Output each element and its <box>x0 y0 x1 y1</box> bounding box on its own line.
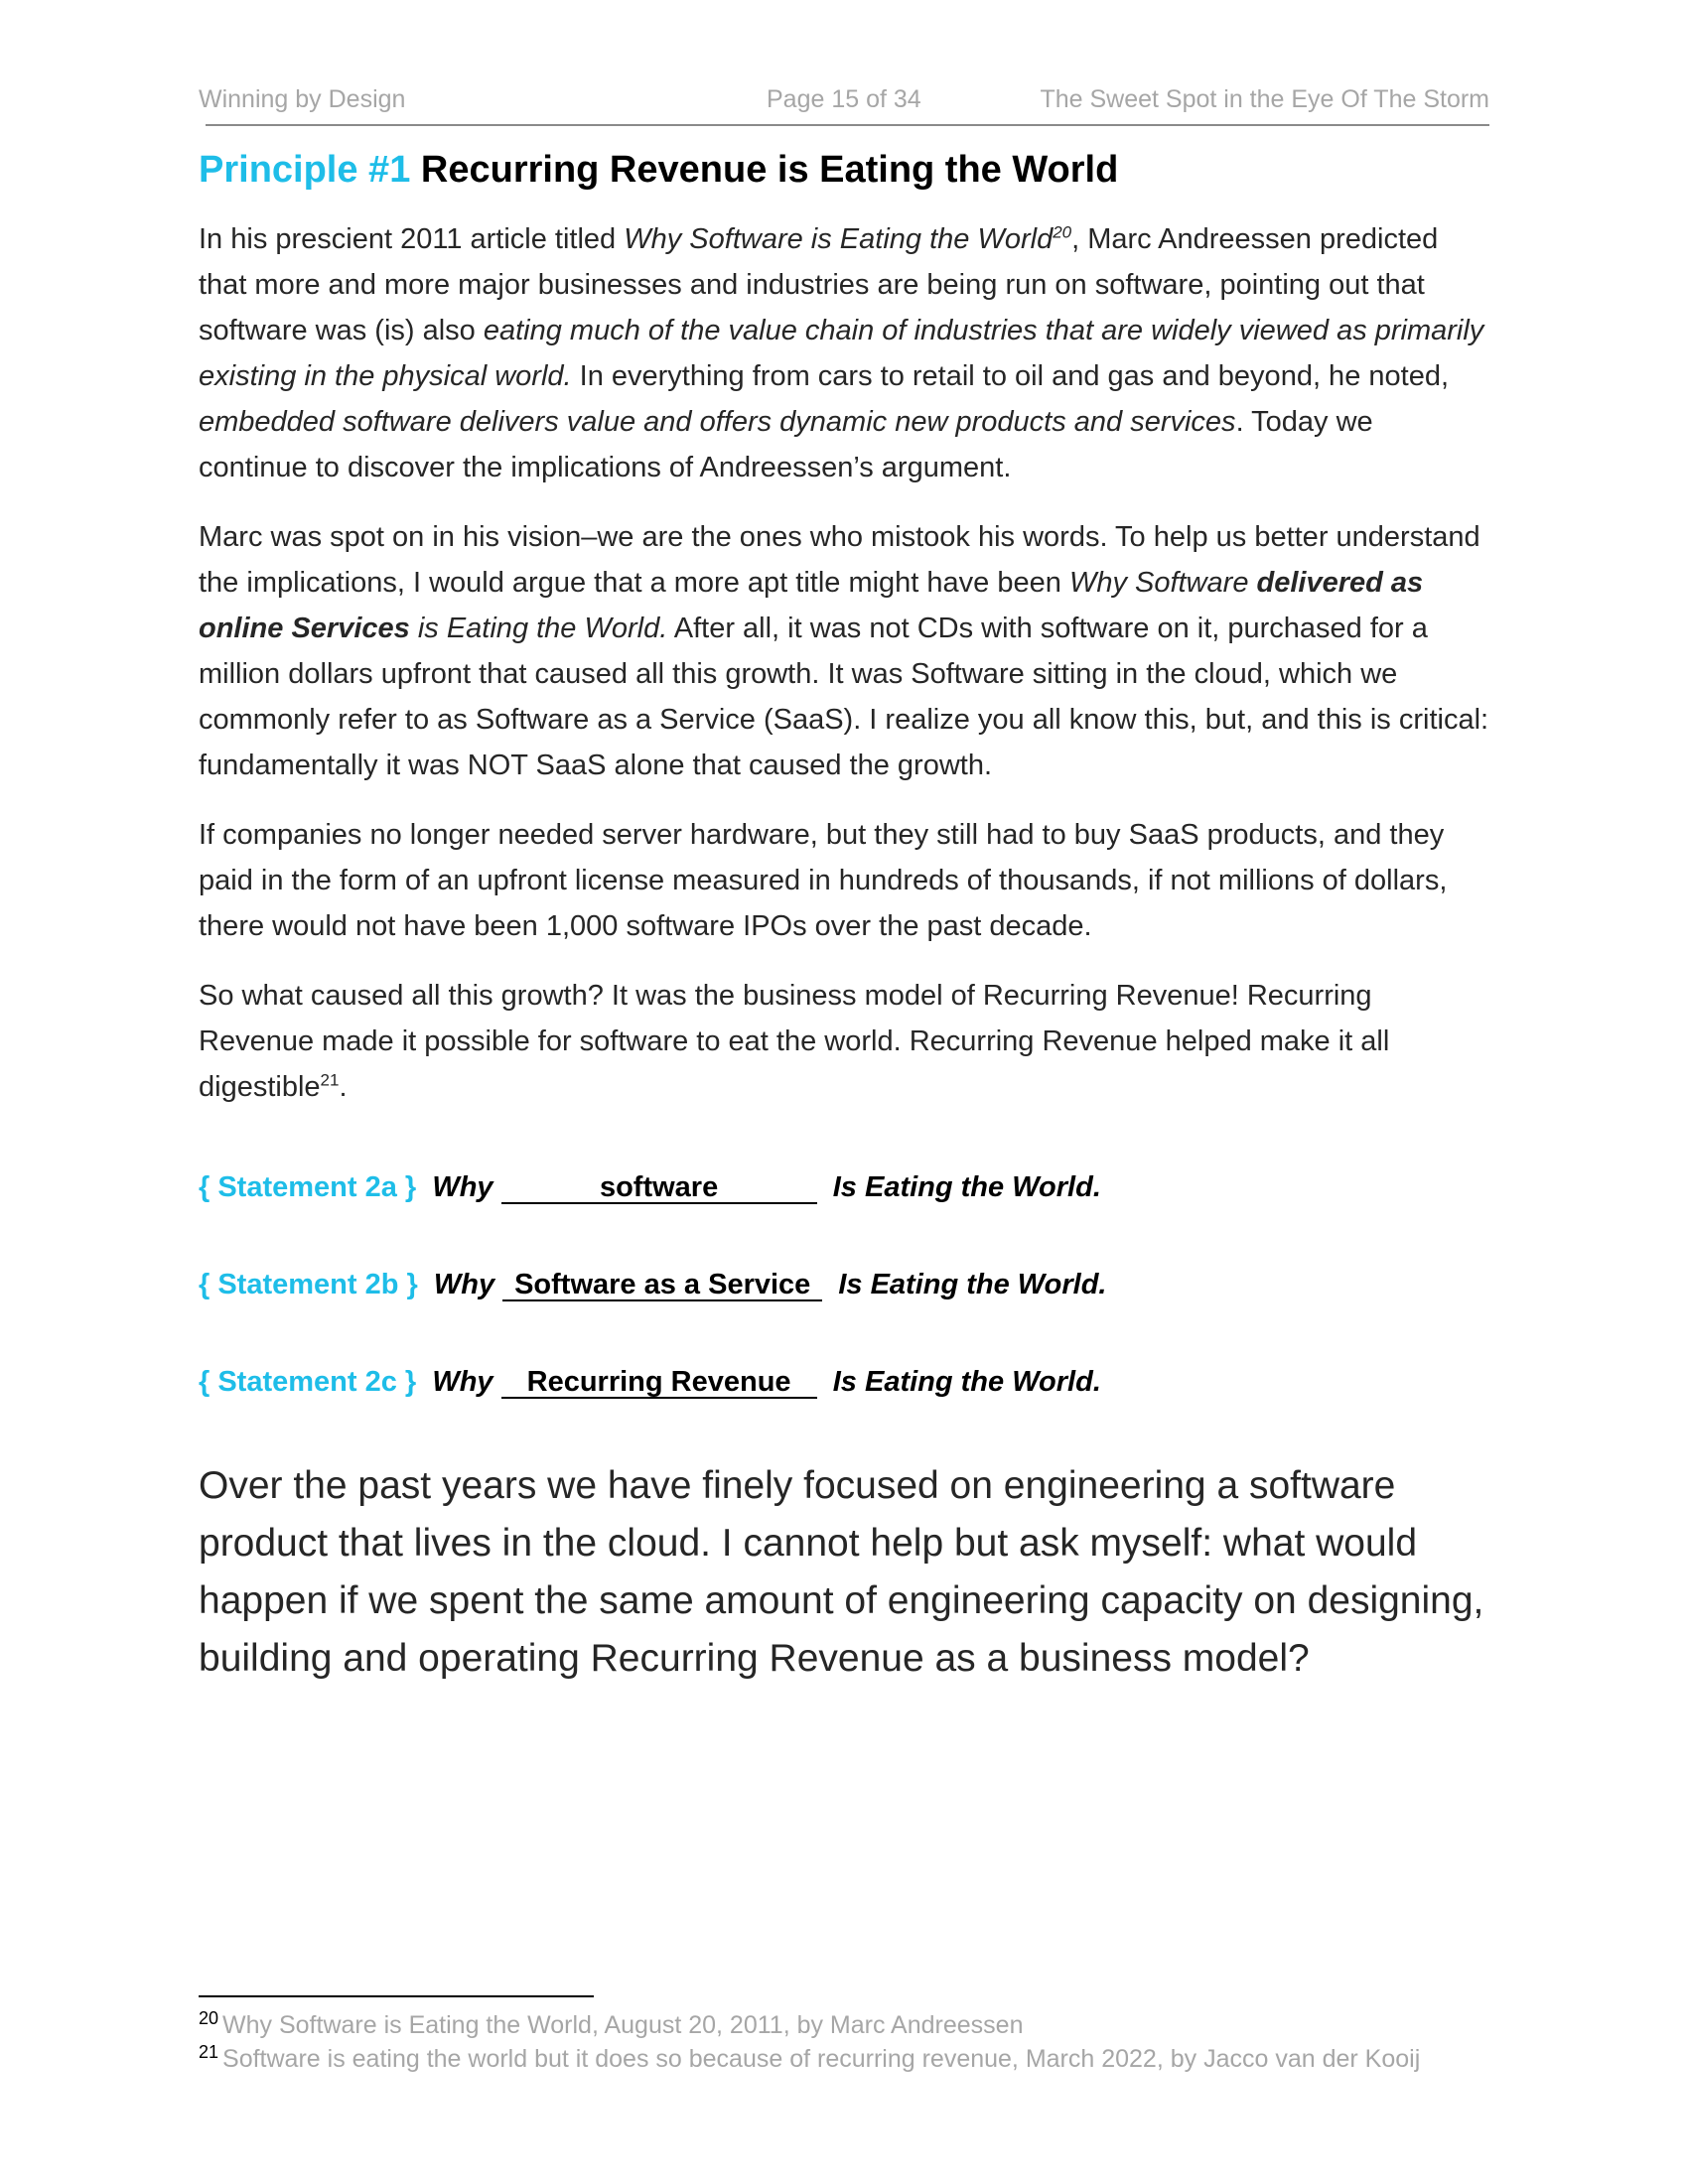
header-document-title: The Sweet Spot in the Eye Of The Storm <box>1040 85 1489 113</box>
body-text <box>199 216 1489 1134</box>
footnote-20 <box>199 2008 1489 2042</box>
p4-text-2: . <box>339 1071 348 1103</box>
statement-blank: Software as a Service <box>502 1270 822 1301</box>
paragraph-3: If companies no longer needed server hardware, but they still had to buy SaaS products, and they paid in the form of an upfront license measured in hundreds of thousands, if not millions of dollars, there would not have been 1,000 software IPOs over the past decade. <box>199 819 1448 942</box>
statement-tail: Is Eating the World. <box>832 1366 1101 1398</box>
footnote-divider <box>199 1995 594 1997</box>
statement-label: { Statement 2a } <box>199 1171 417 1203</box>
statement-2b <box>199 1269 1489 1366</box>
p1-article-title: Why Software is Eating the World <box>624 223 1054 255</box>
p1-quote-2: embedded software delivers value and offers dynamic new products and services <box>199 406 1236 438</box>
closing-paragraph: Over the past years we have finely focused on engineering a software product that lives in the cloud. I cannot help but ask myself: what would happen if we spent the same amount of engineering capacity on designing, building and operating Recurring Revenue as a business model? <box>199 1464 1484 1680</box>
paragraph-1 <box>199 216 1489 490</box>
footnote-text: Software is eating the world but it does so because of recurring revenue, March 2022, by Jacco van der Kooij <box>222 2045 1421 2073</box>
p1-text-2: , Marc Andreessen predicted that more and more major businesses and industries are being run on software, pointing out that software was (is) also <box>199 223 1439 346</box>
footnote-number: 21 <box>199 2041 219 2062</box>
statement-tail: Is Eating the World. <box>838 1269 1107 1300</box>
p1-text-1: In his prescient 2011 article titled <box>199 223 625 255</box>
header-page-number: Page 15 of 34 <box>767 85 921 113</box>
principle-number: Principle #1 <box>199 149 411 191</box>
statement-why: Why <box>432 1171 493 1203</box>
statement-blank: software <box>501 1172 817 1204</box>
statement-tail: Is Eating the World. <box>832 1171 1101 1203</box>
header-company: Winning by Design <box>199 85 406 113</box>
paragraph-4 <box>199 973 1489 1110</box>
footnote-text: Why Software is Eating the World, August 20, 2011, by Marc Andreessen <box>222 2011 1024 2039</box>
statement-why: Why <box>432 1366 493 1398</box>
header-divider <box>206 124 1489 126</box>
statement-blank: Recurring Revenue <box>501 1367 817 1399</box>
p2-italic-2: is Eating the World. <box>409 613 668 644</box>
p1-text-4: . Today we continue to discover the implications of Andreessen’s argument. <box>199 406 1373 483</box>
statement-why: Why <box>433 1269 495 1300</box>
footnote-ref-20: 20 <box>1053 222 1072 242</box>
footnote-number: 20 <box>199 2007 219 2028</box>
principle-title: Recurring Revenue is Eating the World <box>420 149 1119 191</box>
statement-label: { Statement 2c } <box>199 1366 417 1398</box>
p2-italic-1: Why Software <box>1068 567 1257 599</box>
footnotes <box>199 2008 1489 2076</box>
statement-label: { Statement 2b } <box>199 1269 418 1300</box>
footnote-21 <box>199 2042 1489 2076</box>
paragraph-2 <box>199 514 1489 788</box>
p2-text-2: After all, it was not CDs with software on it, purchased for a million dollars upfront that caused all this growth. It was Software sitting in the cloud, which we commonly refer to as Software as a Service (SaaS). I realize you all know this, but, and this is critical: fundamentally it was NOT SaaS alone that caused the growth. <box>199 613 1489 781</box>
statements-list <box>199 1171 1489 1463</box>
statement-2a <box>199 1171 1489 1269</box>
p2-text-1: Marc was spot on in his vision–we are the ones who mistook his words. To help us better understand the implications, I would argue that a more apt title might have been <box>199 521 1480 599</box>
page-header <box>199 85 1489 125</box>
p4-text-1: So what caused all this growth? It was the business model of Recurring Revenue! Recurring Revenue made it possible for software to eat the world. Recurring Revenue helped make it all digestible <box>199 980 1390 1103</box>
p2-bold-italic: delivered as online Services <box>199 567 1424 644</box>
statement-2c <box>199 1366 1489 1463</box>
p1-text-3: In everything from cars to retail to oil and gas and beyond, he noted, <box>571 360 1450 392</box>
section-title <box>199 149 1118 192</box>
p1-quote-1: eating much of the value chain of industries that are widely viewed as primarily existing in the physical world. <box>199 315 1484 392</box>
footnote-ref-21: 21 <box>320 1070 340 1090</box>
